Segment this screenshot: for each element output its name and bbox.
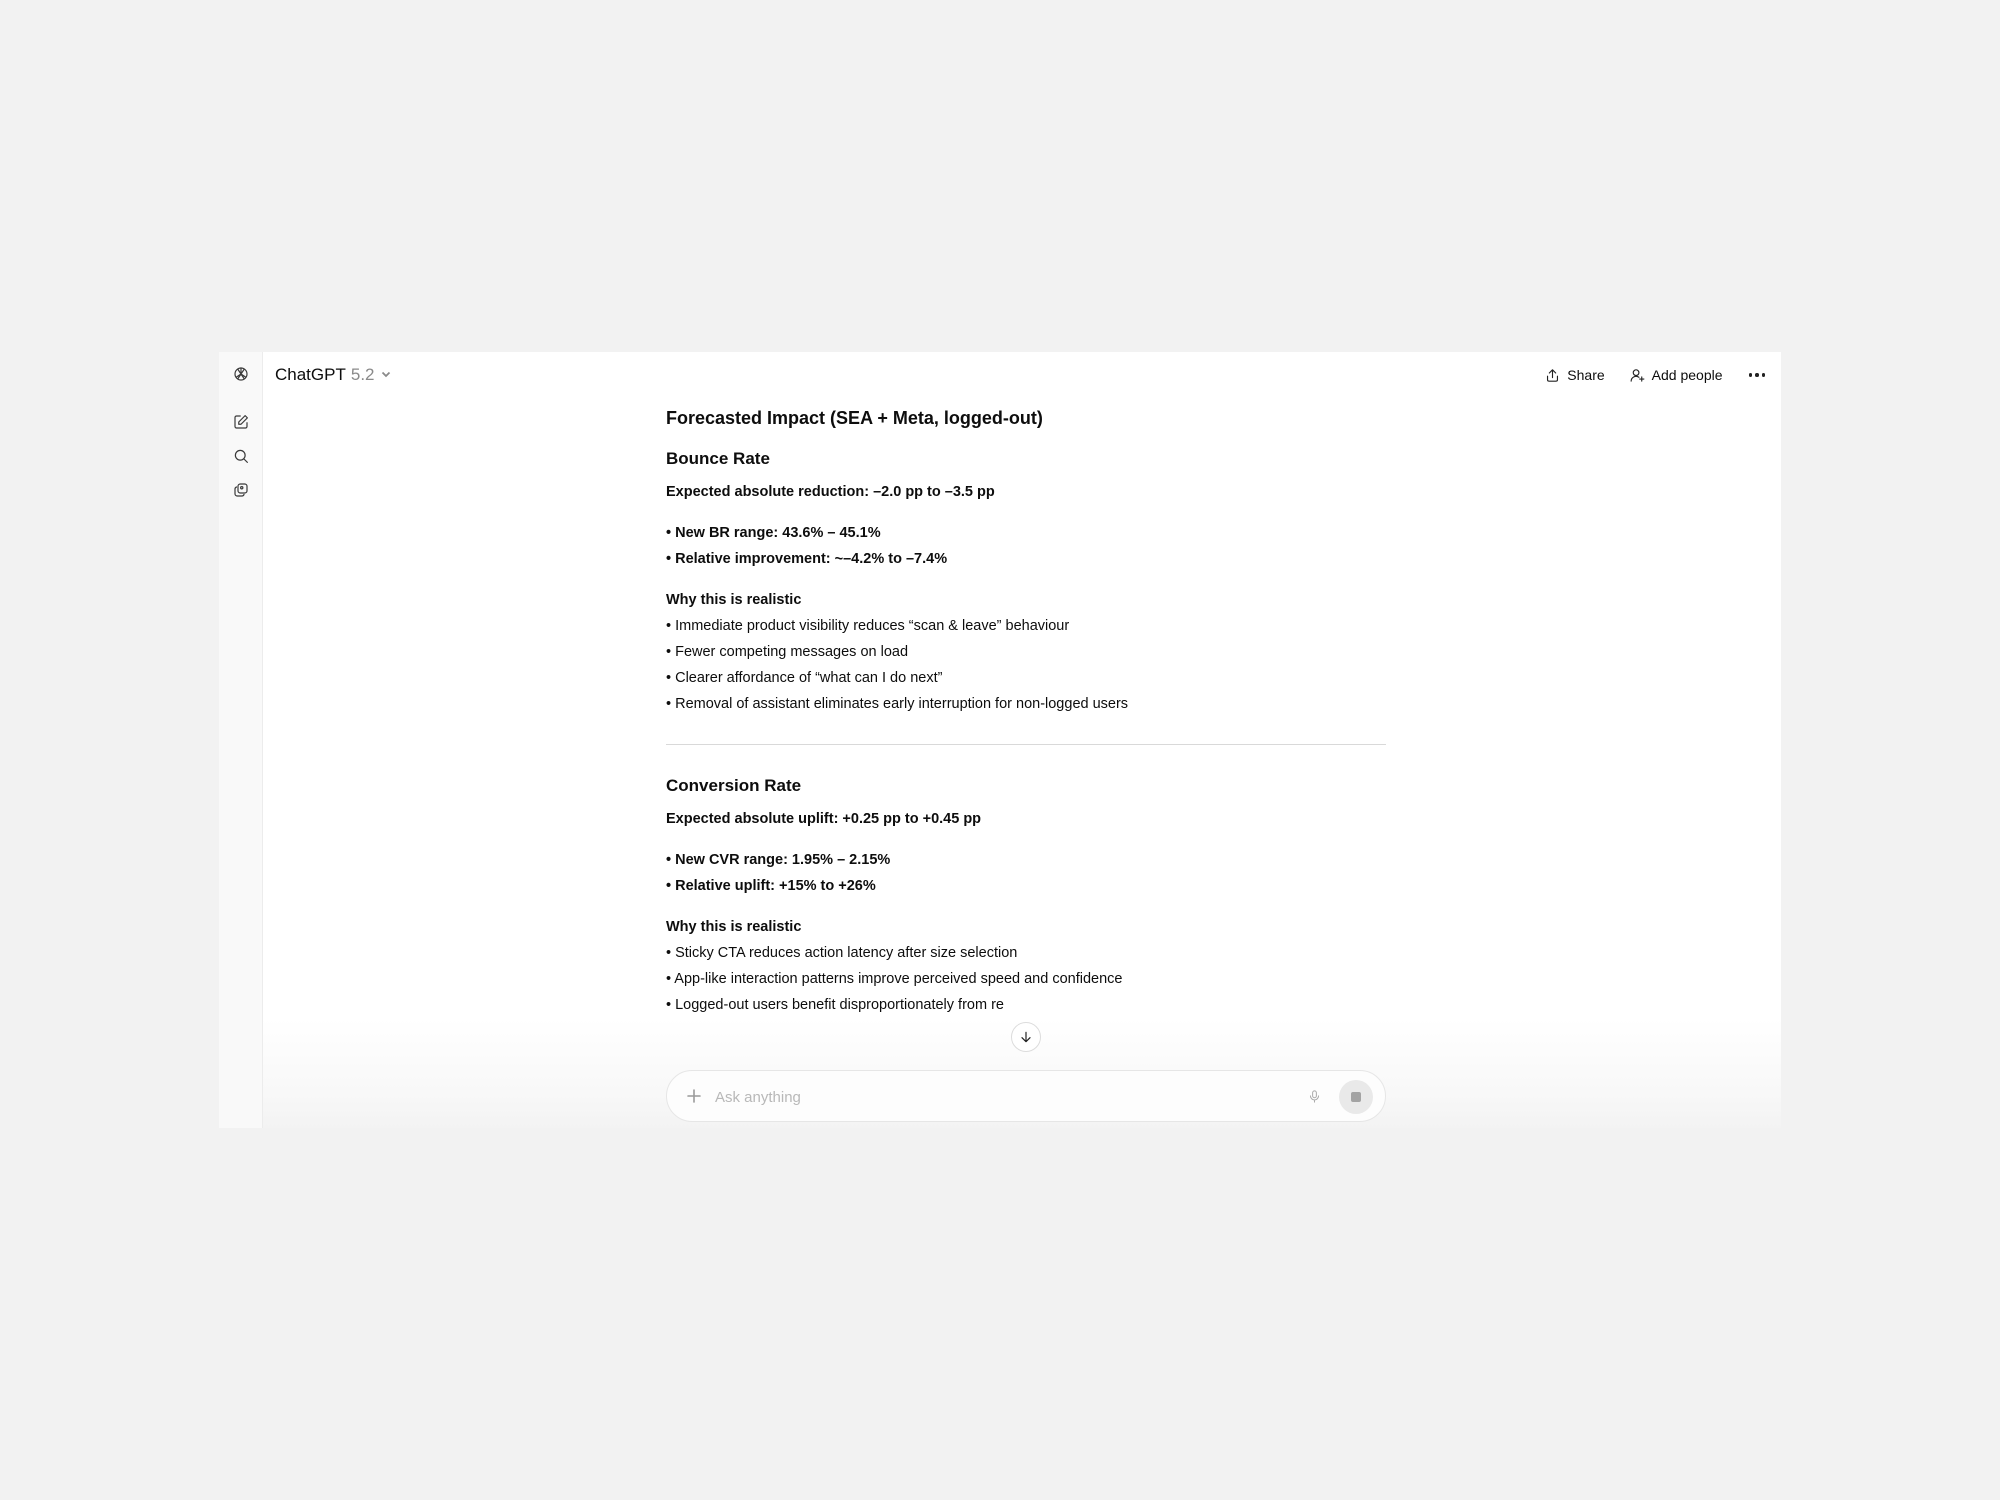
conversion-why-item: • Logged-out users benefit disproportionately from re [666, 997, 1004, 1013]
bounce-why-item: • Removal of assistant eliminates early interruption for non-logged users [666, 696, 1129, 712]
conversion-why-item: • App-like interaction patterns improve perceived speed and confidence [666, 971, 1123, 987]
stop-button[interactable] [1339, 1080, 1373, 1114]
model-version: 5.2 [350, 365, 375, 384]
new-chat-icon[interactable] [229, 410, 253, 434]
plus-icon[interactable] [683, 1085, 705, 1107]
library-icon[interactable] [229, 478, 253, 502]
conversion-why-item: • Sticky CTA reduces action latency after size selection [666, 945, 1018, 961]
add-people-button[interactable] [1629, 367, 1723, 384]
section-divider [666, 744, 1386, 745]
bounce-why-item: • Fewer competing messages on load [666, 644, 909, 660]
add-people-label: Add people [1651, 367, 1723, 383]
conversion-point: • Relative uplift: +15% to +26% [666, 878, 876, 894]
conversion-point: • New CVR range: 1.95% – 2.15% [666, 852, 891, 868]
bounce-why-heading: Why this is realistic [666, 592, 802, 608]
model-name: ChatGPT [275, 365, 346, 384]
logo-icon[interactable] [229, 362, 253, 386]
scroll-to-bottom-button[interactable] [1011, 1022, 1041, 1052]
add-person-icon [1629, 367, 1646, 384]
conversion-why-heading: Why this is realistic [666, 919, 802, 935]
search-icon[interactable] [229, 444, 253, 468]
conversion-rate-heading: Conversion Rate [666, 776, 802, 795]
more-options-icon[interactable] [1747, 373, 1768, 377]
arrow-down-icon [1018, 1029, 1034, 1045]
bounce-rate-heading: Bounce Rate [666, 449, 770, 468]
stop-icon [1351, 1092, 1361, 1102]
share-button[interactable] [1544, 367, 1604, 384]
conversion-expected: Expected absolute uplift: +0.25 pp to +0.45 pp [666, 811, 982, 827]
top-bar [263, 352, 1781, 398]
share-icon [1544, 367, 1561, 384]
bounce-point: • New BR range: 43.6% – 45.1% [666, 525, 881, 541]
prompt-input[interactable] [715, 1084, 1275, 1110]
microphone-icon[interactable] [1303, 1085, 1325, 1107]
bounce-point: • Relative improvement: ~–4.2% to –7.4% [666, 551, 948, 567]
share-label: Share [1567, 367, 1605, 383]
bounce-expected: Expected absolute reduction: –2.0 pp to –3.5 pp [666, 484, 995, 500]
bounce-why-item: • Clearer affordance of “what can I do next” [666, 670, 943, 686]
bounce-why-item: • Immediate product visibility reduces “scan & leave” behaviour [666, 618, 1070, 634]
composer [666, 1070, 1386, 1122]
chevron-down-icon [380, 365, 392, 385]
model-picker[interactable] [275, 362, 392, 388]
message-title: Forecasted Impact (SEA + Meta, logged-out) [666, 408, 1043, 428]
sidebar-rail [219, 352, 263, 1128]
chat-window [219, 352, 1781, 1128]
top-actions [1544, 362, 1767, 388]
